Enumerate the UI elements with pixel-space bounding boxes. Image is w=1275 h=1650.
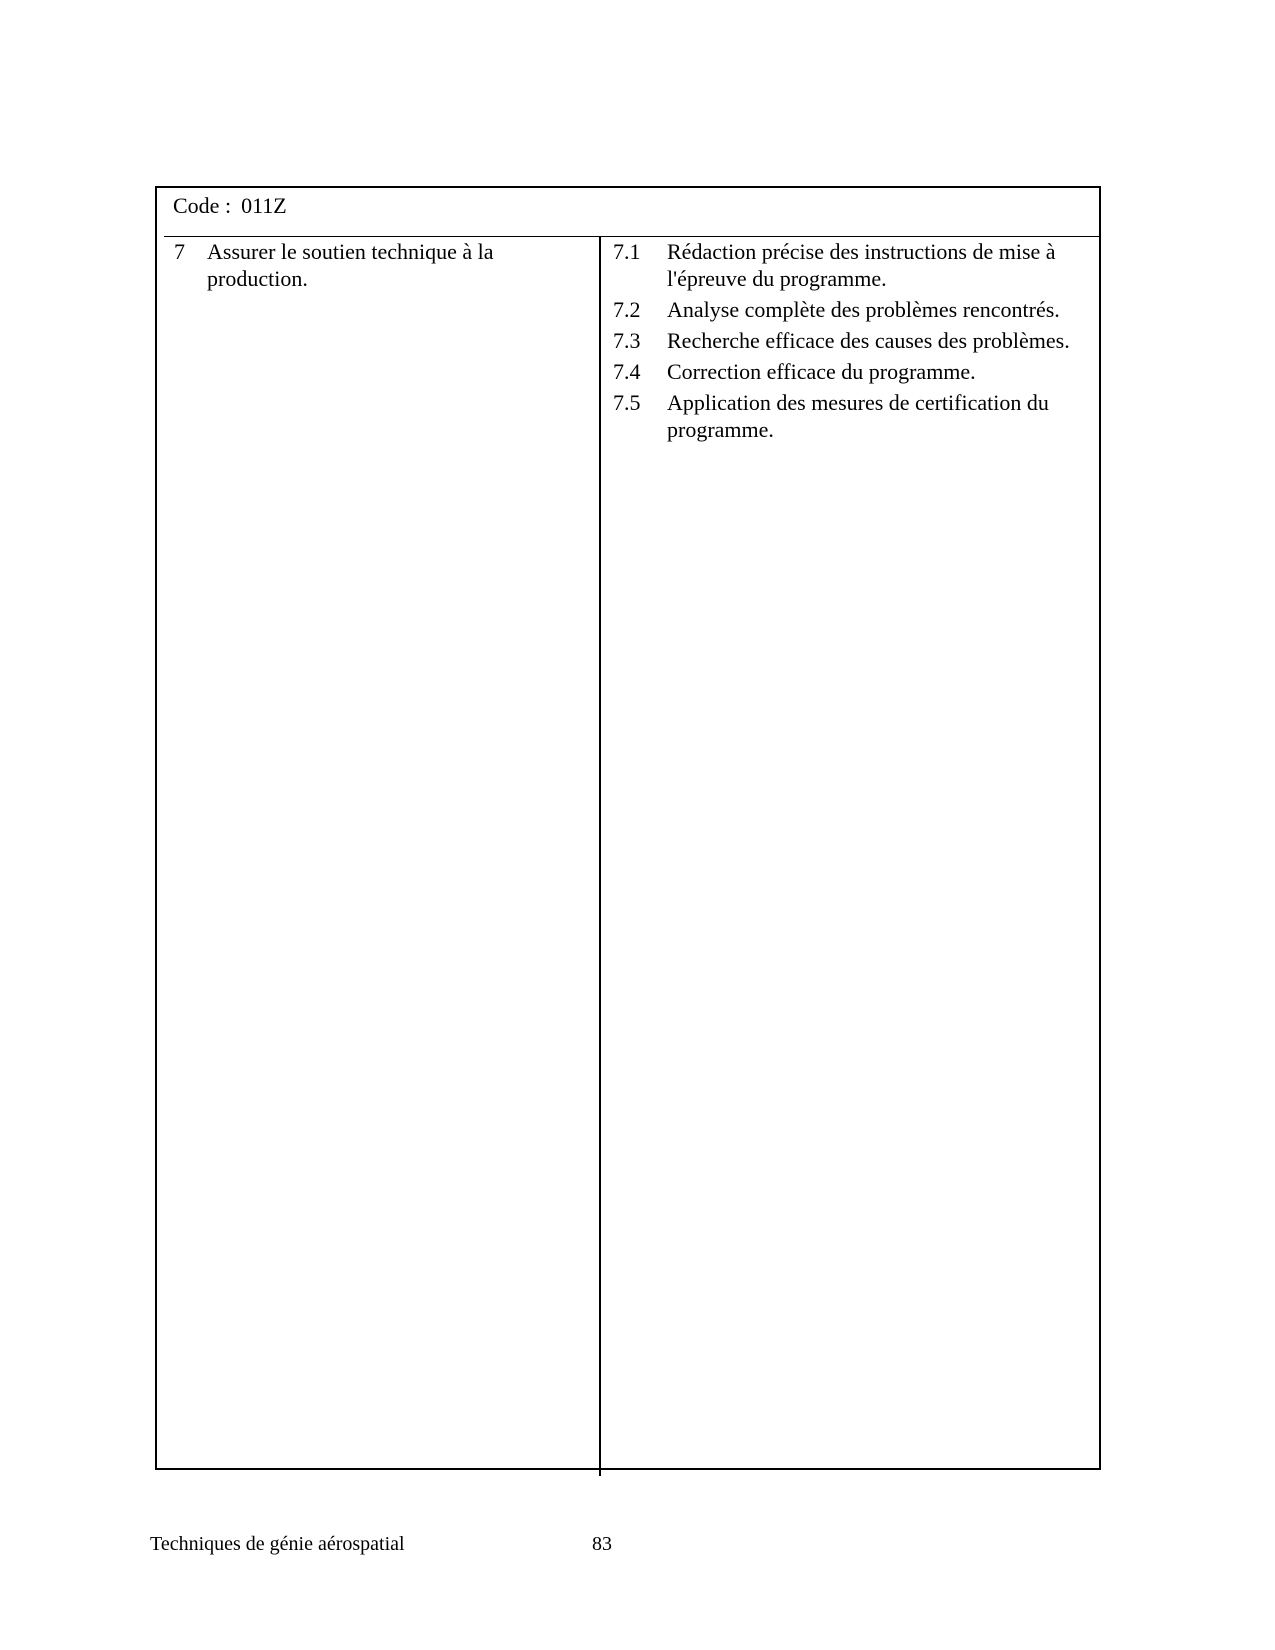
criterion-item [613, 358, 1093, 385]
criterion-number: 7.3 [613, 328, 641, 353]
column-divider [599, 236, 601, 1476]
criterion-text: Rédaction précise des instructions de mise à l'épreuve du programme. [667, 239, 1056, 291]
criterion-number: 7.2 [613, 297, 641, 322]
code-header [173, 192, 287, 220]
competency-table [155, 186, 1101, 1470]
footer-page-number: 83 [592, 1533, 612, 1555]
criterion-text: Recherche efficace des causes des problèmes. [667, 328, 1070, 353]
criterion-number: 7.4 [613, 359, 641, 384]
competency-statement [174, 238, 574, 292]
competency-text: Assurer le soutien technique à la production. [207, 239, 494, 291]
criterion-item [613, 296, 1093, 323]
code-label: Code : [173, 193, 232, 218]
performance-criteria-list [613, 238, 1093, 447]
criterion-text: Analyse complète des problèmes rencontrés. [667, 297, 1060, 322]
criterion-text: Correction efficace du programme. [667, 359, 976, 384]
footer-program-title: Techniques de génie aérospatial [150, 1533, 405, 1555]
header-divider [164, 236, 1099, 237]
criterion-item [613, 327, 1093, 354]
competency-number: 7 [174, 239, 185, 264]
criterion-text: Application des mesures de certification du programme. [667, 390, 1049, 442]
criterion-item [613, 238, 1093, 292]
criterion-item [613, 389, 1093, 443]
code-value: 011Z [241, 193, 287, 218]
criterion-number: 7.1 [613, 239, 641, 264]
criterion-number: 7.5 [613, 390, 641, 415]
